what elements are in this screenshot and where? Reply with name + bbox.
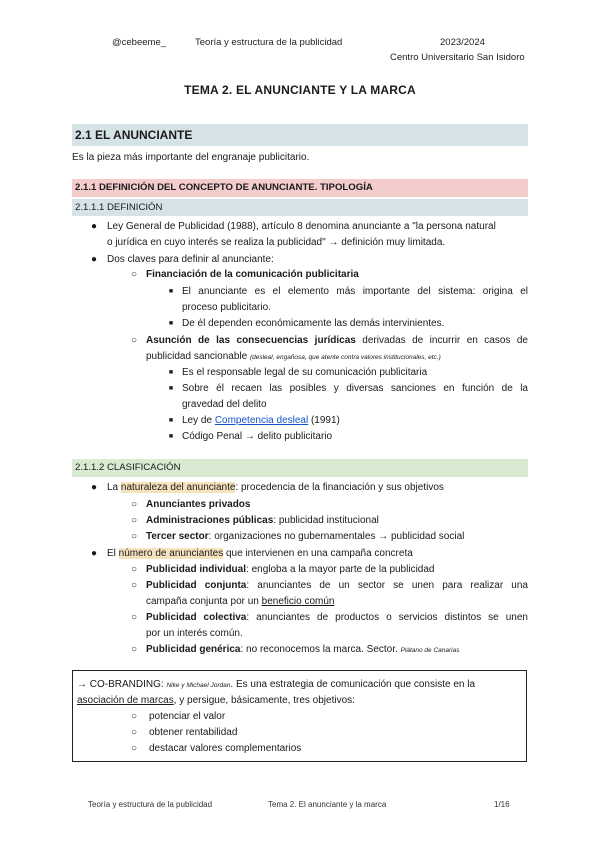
publicidad-conjunta-line2 [146, 594, 334, 610]
asuncion-item3-pre: Ley de [182, 415, 215, 426]
bullet-hollow: ○ [130, 743, 138, 754]
bullet-square: ■ [168, 433, 174, 440]
bullet-hollow: ○ [130, 531, 138, 542]
asuncion-line2-text: publicidad sancionable [146, 351, 250, 362]
publicidad-colectiva-line2: por un interés común. [146, 628, 243, 639]
bullet-hollow: ○ [130, 335, 138, 346]
financiacion-item2: De él dependen económicamente las demás intervinientes. [182, 318, 445, 329]
beneficio-comun: beneficio común [261, 596, 335, 607]
bullet-hollow: ○ [130, 644, 138, 655]
financiacion-item1-line2: proceso publicitario. [182, 302, 271, 313]
publicidad-individual [146, 562, 434, 578]
cobranding-line2-rest: , y persigue, básicamente, tres objetivos: [173, 695, 355, 706]
footer-course: Teoría y estructura de la publicidad [88, 800, 213, 809]
publicidad-colectiva-line1 [146, 610, 528, 626]
header-year: 2023/2024 [440, 37, 485, 48]
clasificacion-b2-pre: El [107, 548, 119, 559]
footer-topic: Tema 2. El anunciante y la marca [268, 800, 387, 809]
bullet-hollow: ○ [130, 515, 138, 526]
section-intro: Es la pieza más importante del engranaje publicitario. [72, 152, 310, 163]
bullet-hollow: ○ [130, 727, 138, 738]
bullet-square: ■ [168, 320, 174, 327]
cobranding-line2 [77, 693, 355, 709]
bullet: ● [90, 254, 98, 265]
asociacion-de-marcas: asociación de marcas [77, 695, 174, 706]
header-center: Centro Universitario San Isidoro [390, 52, 525, 63]
clasificacion-b1 [107, 480, 444, 496]
bullet-hollow: ○ [130, 269, 138, 280]
subsection-heading-band [72, 179, 528, 197]
clasificacion-b2 [107, 546, 413, 562]
financiacion-item1-line1: El anunciante es el elemento más importante del sistema: origina el [182, 286, 528, 297]
publicidad-generica-bold: Publicidad genérica [146, 644, 241, 655]
header-author: @cebeeme_ [112, 37, 167, 48]
publicidad-colectiva-bold: Publicidad colectiva [146, 612, 247, 623]
publicidad-generica-note: Plátano de Canarias [400, 647, 460, 654]
cobranding-rest: . Es una estrategia de comunicación que consiste en la [230, 679, 476, 690]
bullet: ● [90, 221, 98, 232]
administraciones-publicas [146, 513, 379, 529]
bullet-square: ■ [168, 385, 174, 392]
asuncion-item4: Código Penal → delito publicitario [182, 431, 333, 442]
asuncion-title: Asunción de las consecuencias jurídicas [146, 335, 356, 346]
clasificacion-b2-highlight: número de anunciantes [118, 548, 224, 559]
definition-law-line2: o jurídica en cuyo interés se realiza la publicidad" → definición muy limitada. [107, 237, 446, 248]
bullet: ● [90, 548, 98, 559]
section-heading-band [72, 124, 528, 146]
definition-keys: Dos claves para definir al anunciante: [107, 254, 274, 265]
publicidad-individual-rest: : engloba a la mayor parte de la publicidad [246, 564, 435, 575]
bullet-hollow: ○ [130, 711, 138, 722]
section-heading: 2.1 EL ANUNCIANTE [75, 128, 193, 142]
cobranding-item: destacar valores complementarios [149, 743, 302, 754]
publicidad-conjunta-line1 [146, 578, 528, 594]
cobranding-item: potenciar el valor [149, 711, 226, 722]
clasificacion-b2-post: que intervienen en una campaña concreta [223, 548, 413, 559]
publicidad-conjunta-bold: Publicidad conjunta [146, 580, 247, 591]
bullet-hollow: ○ [130, 612, 138, 623]
asuncion-line2 [146, 349, 441, 366]
asuncion-line1 [146, 333, 528, 349]
bullet: ● [90, 482, 98, 493]
bullet-square: ■ [168, 288, 174, 295]
publicidad-generica [146, 642, 459, 659]
asuncion-item1: Es el responsable legal de su comunicación publicitaria [182, 367, 428, 378]
asuncion-rest: derivadas de incurrir en casos de [355, 335, 528, 346]
cobranding-note: Nike y Michael Jordan [166, 682, 231, 689]
clasificacion-b1-pre: La [107, 482, 121, 493]
tercer-sector-bold: Tercer sector [146, 531, 209, 542]
publicidad-colectiva-rest: : anunciantes de productos o servicios distintos se unen [246, 612, 528, 623]
publicidad-individual-bold: Publicidad individual [146, 564, 247, 575]
clasificacion-b1-highlight: naturaleza del anunciante [120, 482, 236, 493]
competencia-desleal-link[interactable]: Competencia desleal [214, 415, 309, 426]
bullet-square: ■ [168, 369, 174, 376]
asuncion-item3 [182, 413, 340, 429]
clasificacion-heading-band [72, 459, 528, 477]
clasificacion-heading: 2.1.1.2 CLASIFICACIÓN [75, 462, 181, 473]
asuncion-item2-line1: Sobre él recaen las posibles y diversas sanciones en función de la [182, 383, 528, 394]
bullet-hollow: ○ [130, 564, 138, 575]
asuncion-item2-line2: gravedad del delito [182, 399, 267, 410]
bullet-hollow: ○ [130, 499, 138, 510]
anunciantes-privados: Anunciantes privados [146, 499, 251, 510]
publicidad-conjunta-rest: : anunciantes de un sector se unen para realizar una [246, 580, 528, 591]
subsection-heading: 2.1.1 DEFINICIÓN DEL CONCEPTO DE ANUNCIANTE. TIPOLOGÍA [75, 182, 373, 193]
cobranding-pre: → CO-BRANDING: [77, 679, 167, 690]
page-number: 1/16 [494, 800, 510, 809]
cobranding-line1 [77, 677, 475, 694]
asuncion-item3-post: (1991) [308, 415, 340, 426]
tercer-sector [146, 529, 464, 545]
clasificacion-b1-post: : procedencia de la financiación y sus objetivos [235, 482, 444, 493]
administraciones-publicas-bold: Administraciones públicas [146, 515, 274, 526]
definition-law-line1: Ley General de Publicidad (1988), artículo 8 denomina anunciante a "la persona natural [107, 221, 496, 232]
header-course: Teoría y estructura de la publicidad [195, 37, 343, 48]
bullet-square: ■ [168, 417, 174, 424]
asuncion-note: (desleal, engañosa, que atente contra valores institucionales, etc.) [249, 354, 441, 361]
administraciones-publicas-rest: : publicidad institucional [273, 515, 379, 526]
tercer-sector-rest: : organizaciones no gubernamentales → publicidad social [208, 531, 465, 542]
page-title: TEMA 2. EL ANUNCIANTE Y LA MARCA [184, 83, 416, 97]
publicidad-conjunta-line2-pre: campaña conjunta por un [146, 596, 262, 607]
definition-heading-band [72, 199, 528, 216]
definition-heading: 2.1.1.1 DEFINICIÓN [75, 202, 163, 213]
bullet-hollow: ○ [130, 580, 138, 591]
cobranding-item: obtener rentabilidad [149, 727, 238, 738]
financiacion-title: Financiación de la comunicación publicitaria [146, 269, 359, 280]
publicidad-generica-rest: : no reconocemos la marca. Sector. [240, 644, 401, 655]
